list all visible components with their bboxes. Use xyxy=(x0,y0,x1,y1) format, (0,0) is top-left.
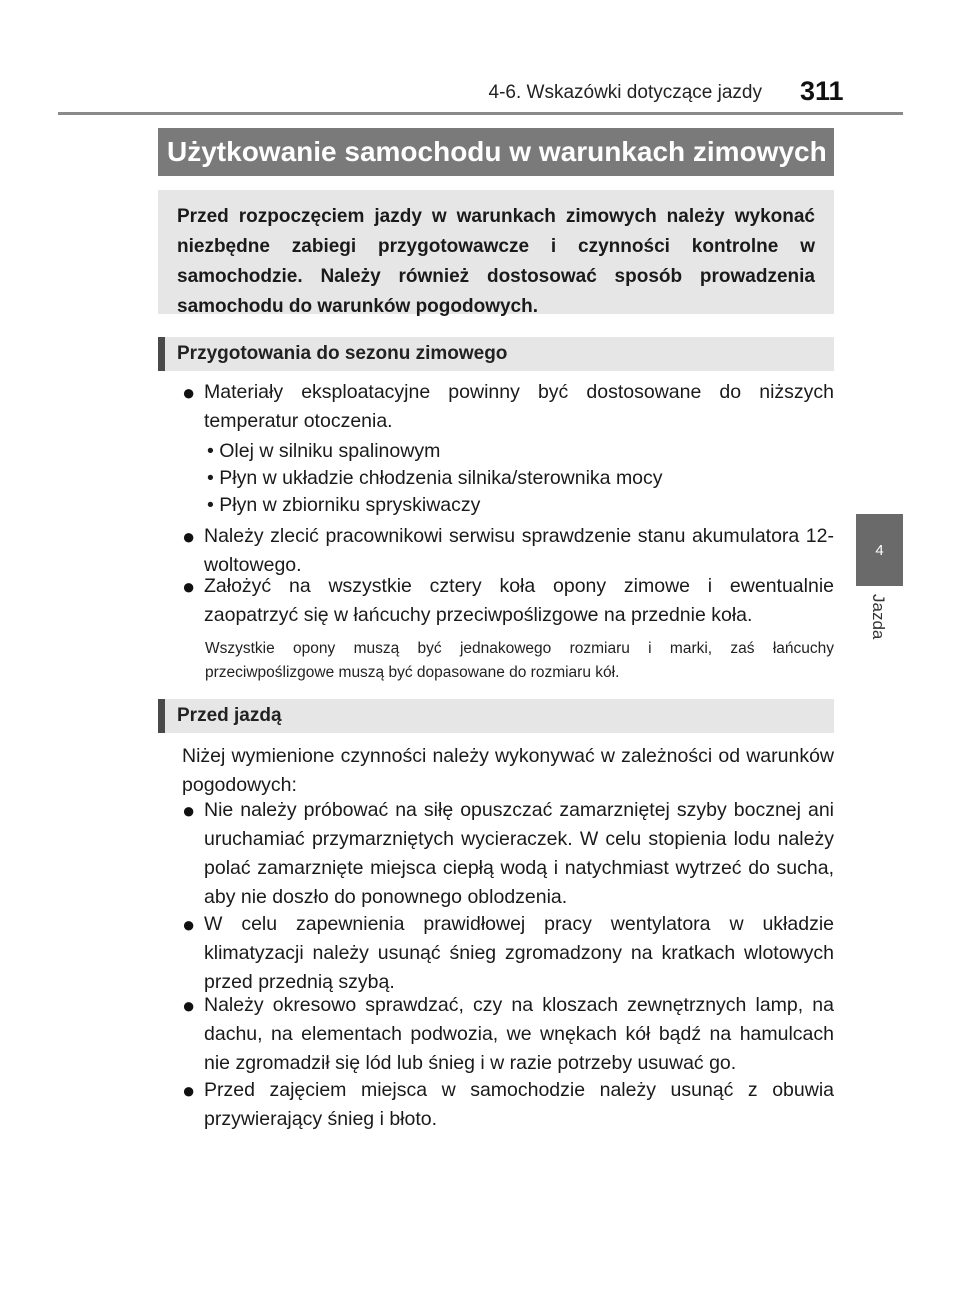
section-heading-winter-prep: Przygotowania do sezonu zimowego xyxy=(158,337,834,371)
list-item-text: Założyć na wszystkie cztery koła opony zimowe i ewentualnie zaopatrzyć się w łańcuchy przeciwpoślizgowe na przednie koła. xyxy=(204,575,834,626)
list-item-text: Należy zlecić pracownikowi serwisu sprawdzenie stanu akumulatora 12-woltowego. xyxy=(204,525,834,576)
list-item-text: Należy okresowo sprawdzać, czy na kloszach zewnętrznych lamp, na dachu, na elementach podwozia, we wnękach kół bądź na hamulcach nie zgromadził się lód lub śnieg i w razie potrzeby usuwać go. xyxy=(204,994,834,1074)
bullet-icon: ● xyxy=(182,574,196,599)
list-item xyxy=(182,378,834,436)
sub-list-item: • Płyn w układzie chłodzenia silnika/sterownika mocy xyxy=(207,467,663,489)
list-item-text: W celu zapewnienia prawidłowej pracy wentylatora w układzie klimatyzacji należy usunąć śnieg zgromadzony na kratkach wlotowych przed przednią szybą. xyxy=(204,913,834,993)
chapter-number: 4 xyxy=(875,541,884,559)
list-item-text: Nie należy próbować na siłę opuszczać zamarzniętej szyby bocznej ani uruchamiać przymarzniętych wycieraczek. W celu stopienia lodu należy polać zamarznięte miejsca ciepłą wodą i natychmiast wytrzeć do sucha, aby nie doszło do ponownego oblodzenia. xyxy=(204,799,834,908)
bullet-icon: ● xyxy=(182,993,196,1018)
chapter-tab xyxy=(856,514,903,586)
intro-text: Przed rozpoczęciem jazdy w warunkach zimowych należy wykonać niezbędne zabiegi przygotowawcze i czynności kontrolne w samochodzie. Należy również dostosować sposób prowadzenia samochodu do warunków pogodowych. xyxy=(177,206,815,317)
list-item xyxy=(182,796,834,912)
sub-list-item: • Olej w silniku spalinowym xyxy=(207,440,441,462)
section-heading-before-driving: Przed jazdą xyxy=(158,699,834,733)
bullet-icon: ● xyxy=(182,912,196,937)
sub-list-item: • Płyn w zbiorniku spryskiwaczy xyxy=(207,494,481,516)
bullet-icon: ● xyxy=(182,1078,196,1103)
page-number: 311 xyxy=(800,76,844,106)
list-item xyxy=(182,910,834,997)
bullet-icon: ● xyxy=(182,798,196,823)
bullet-icon: ● xyxy=(182,524,196,549)
section-intro-text: Niżej wymienione czynności należy wykonywać w zależności od warunków pogodowych: xyxy=(182,745,834,796)
header-divider xyxy=(58,112,903,115)
list-item xyxy=(182,572,834,630)
running-header-section: 4-6. Wskazówki dotyczące jazdy xyxy=(488,82,762,103)
intro-box xyxy=(158,190,834,317)
page-title: Użytkowanie samochodu w warunkach zimowych xyxy=(158,128,834,176)
bullet-icon: ● xyxy=(182,380,196,405)
list-item xyxy=(182,1076,834,1134)
list-item-text: Przed zajęciem miejsca w samochodzie należy usunąć z obuwia przywierający śnieg i błoto. xyxy=(204,1079,834,1130)
note-text: Wszystkie opony muszą być jednakowego rozmiaru i marki, zaś łańcuchy przeciwpoślizgowe muszą być dopasowane do rozmiaru kół. xyxy=(205,640,834,681)
list-item xyxy=(182,991,834,1078)
chapter-tab-label: Jazda xyxy=(869,594,888,640)
list-item-text: Materiały eksploatacyjne powinny być dostosowane do niższych temperatur otoczenia. xyxy=(204,381,834,432)
